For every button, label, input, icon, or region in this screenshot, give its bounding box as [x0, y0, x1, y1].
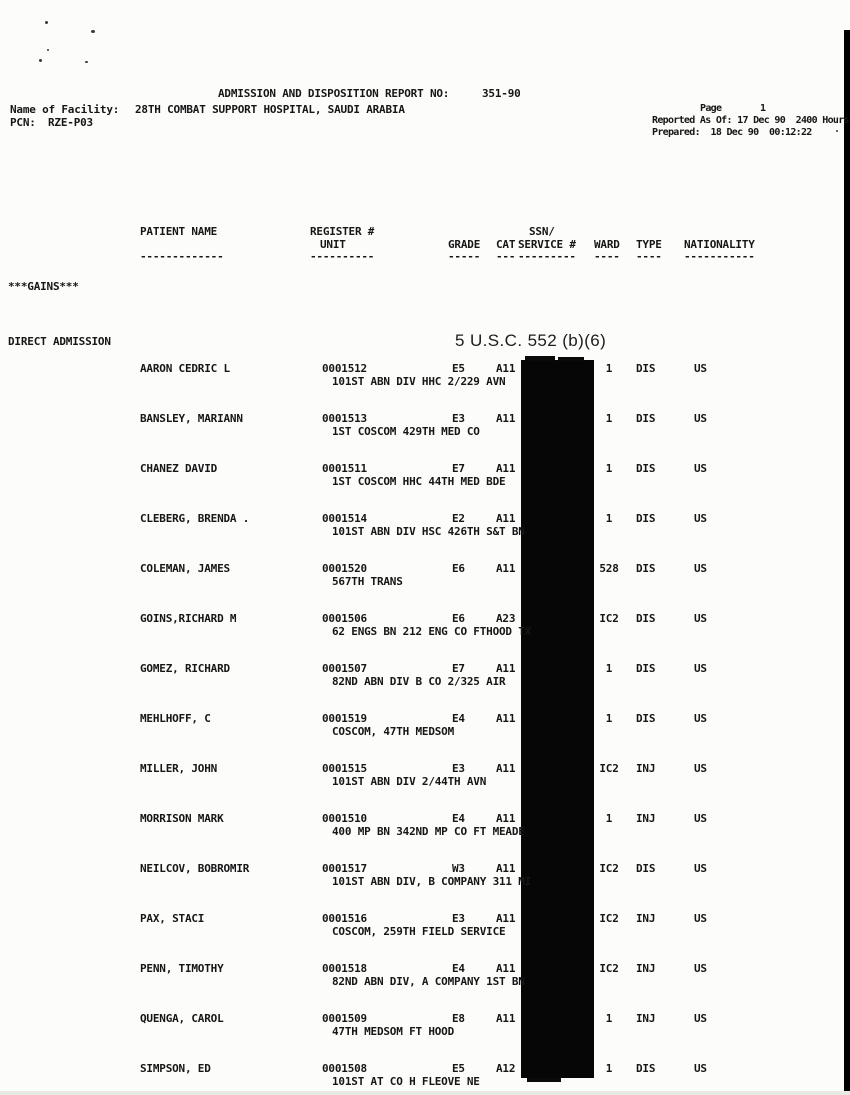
- patient-nationality: US: [694, 412, 707, 425]
- admission-type: DIS: [636, 1062, 656, 1075]
- patient-name: BANSLEY, MARIANN: [140, 412, 243, 425]
- patient-row: [0, 613, 850, 645]
- patient-ward: 1: [605, 1062, 613, 1075]
- patient-cat: A11: [496, 562, 516, 575]
- patient-unit: 101ST ABN DIV, B COMPANY 311 MI: [332, 875, 532, 888]
- patient-cat: A11: [496, 712, 516, 725]
- facility-name: 28TH COMBAT SUPPORT HOSPITAL, SAUDI ARABIA: [135, 103, 405, 116]
- admission-type: INJ: [636, 962, 656, 975]
- patient-grade: E5: [452, 362, 465, 375]
- admission-type: DIS: [636, 612, 656, 625]
- patient-cat: A11: [496, 412, 516, 425]
- patient-row: [0, 1063, 850, 1095]
- patient-row: [0, 863, 850, 895]
- patient-ward: 1: [605, 1012, 613, 1025]
- admission-type: DIS: [636, 562, 656, 575]
- patient-row: [0, 713, 850, 745]
- redaction-edge-artifact: [525, 356, 555, 361]
- pcn-value: RZE-P03: [48, 116, 93, 129]
- patient-ward: IC2: [599, 612, 619, 625]
- patient-grade: E5: [452, 1062, 465, 1075]
- patient-grade: W3: [452, 862, 465, 875]
- patient-ward: 528: [599, 562, 619, 575]
- patient-cat: A11: [496, 962, 516, 975]
- underline-ward: ----: [594, 250, 620, 263]
- patient-row: [0, 413, 850, 445]
- scan-speck: [85, 61, 88, 63]
- underline-patient-name: -------------: [140, 250, 224, 263]
- patient-nationality: US: [694, 812, 707, 825]
- patient-grade: E3: [452, 412, 465, 425]
- patient-ward: IC2: [599, 862, 619, 875]
- patient-unit: 82ND ABN DIV, A COMPANY 1ST BN: [332, 975, 525, 988]
- underline-type: ----: [636, 250, 662, 263]
- admission-type: DIS: [636, 712, 656, 725]
- admission-type: DIS: [636, 462, 656, 475]
- patient-nationality: US: [694, 612, 707, 625]
- register-number: 0001512: [322, 362, 367, 375]
- scan-speck: [39, 59, 42, 62]
- page-number: 1: [760, 103, 766, 114]
- underline-cat: ---: [496, 250, 516, 263]
- patient-row: [0, 763, 850, 795]
- patient-ward: 1: [605, 662, 613, 675]
- underline-service: ---------: [518, 250, 576, 263]
- patient-name: MORRISON MARK: [140, 812, 224, 825]
- patient-nationality: US: [694, 362, 707, 375]
- admission-type: INJ: [636, 812, 656, 825]
- patient-name: AARON CEDRIC L: [140, 362, 230, 375]
- col-header-register: REGISTER #: [310, 225, 375, 238]
- patient-nationality: US: [694, 1062, 707, 1075]
- patient-nationality: US: [694, 712, 707, 725]
- patient-name: CLEBERG, BRENDA .: [140, 512, 250, 525]
- admission-type: DIS: [636, 362, 656, 375]
- patient-name: SIMPSON, ED: [140, 1062, 211, 1075]
- patient-unit: 62 ENGS BN 212 ENG CO FTHOOD TX: [332, 625, 532, 638]
- patient-name: PENN, TIMOTHY: [140, 962, 224, 975]
- patient-cat: A11: [496, 812, 516, 825]
- patient-cat: A11: [496, 662, 516, 675]
- scan-speck: [45, 21, 48, 24]
- register-number: 0001510: [322, 812, 367, 825]
- patient-grade: E7: [452, 462, 465, 475]
- patient-unit: 82ND ABN DIV B CO 2/325 AIR: [332, 675, 506, 688]
- admission-type: INJ: [636, 762, 656, 775]
- patient-grade: E6: [452, 562, 465, 575]
- patient-grade: E3: [452, 912, 465, 925]
- scan-speck: [47, 49, 49, 51]
- patient-grade: E3: [452, 762, 465, 775]
- patient-grade: E2: [452, 512, 465, 525]
- patient-name: CHANEZ DAVID: [140, 462, 218, 475]
- patient-nationality: US: [694, 462, 707, 475]
- patient-name: COLEMAN, JAMES: [140, 562, 230, 575]
- patient-name: NEILCOV, BOBROMIR: [140, 862, 250, 875]
- patient-ward: IC2: [599, 912, 619, 925]
- patient-ward: 1: [605, 712, 613, 725]
- patient-ward: 1: [605, 462, 613, 475]
- admission-type: DIS: [636, 512, 656, 525]
- patient-row: [0, 563, 850, 595]
- underline-nationality: -----------: [684, 250, 755, 263]
- foia-exemption-label: 5 U.S.C. 552 (b)(6): [455, 331, 607, 350]
- register-number: 0001511: [322, 462, 367, 475]
- patient-cat: A12: [496, 1062, 516, 1075]
- page-label: Page: [700, 103, 722, 114]
- patient-unit: COSCOM, 259TH FIELD SERVICE: [332, 925, 506, 938]
- section-gains: ***GAINS***: [8, 280, 79, 293]
- patient-name: PAX, STACI: [140, 912, 205, 925]
- patient-unit: 1ST COSCOM 429TH MED CO: [332, 425, 480, 438]
- admission-type: DIS: [636, 862, 656, 875]
- col-header-nationality: NATIONALITY: [684, 238, 755, 251]
- patient-grade: E6: [452, 612, 465, 625]
- register-number: 0001518: [322, 962, 367, 975]
- underline-register: ----------: [310, 250, 375, 263]
- patient-nationality: US: [694, 562, 707, 575]
- patient-grade: E7: [452, 662, 465, 675]
- patient-unit: 1ST COSCOM HHC 44TH MED BDE: [332, 475, 506, 488]
- admission-type: DIS: [636, 412, 656, 425]
- patient-cat: A11: [496, 912, 516, 925]
- col-header-patient-name: PATIENT NAME: [140, 225, 218, 238]
- col-header-unit: UNIT: [320, 238, 346, 251]
- register-number: 0001516: [322, 912, 367, 925]
- col-header-type: TYPE: [636, 238, 662, 251]
- report-number: 351-90: [482, 87, 521, 100]
- facility-label: Name of Facility:: [10, 103, 120, 116]
- patient-grade: E4: [452, 812, 465, 825]
- patient-unit: 400 MP BN 342ND MP CO FT MEADE: [332, 825, 525, 838]
- admission-type: INJ: [636, 912, 656, 925]
- patient-nationality: US: [694, 1012, 707, 1025]
- patient-cat: A11: [496, 762, 516, 775]
- patient-ward: 1: [605, 812, 613, 825]
- register-number: 0001514: [322, 512, 367, 525]
- register-number: 0001520: [322, 562, 367, 575]
- patient-unit: 101ST AT CO H FLEOVE NE: [332, 1075, 480, 1088]
- register-number: 0001515: [322, 762, 367, 775]
- register-number: 0001506: [322, 612, 367, 625]
- patient-nationality: US: [694, 662, 707, 675]
- patient-row: [0, 913, 850, 945]
- patient-cat: A11: [496, 462, 516, 475]
- report-title: ADMISSION AND DISPOSITION REPORT NO:: [218, 87, 450, 100]
- redaction-edge-artifact: [558, 357, 584, 361]
- patient-row: [0, 663, 850, 695]
- patient-row: [0, 963, 850, 995]
- patient-name: GOMEZ, RICHARD: [140, 662, 230, 675]
- col-header-cat: CAT: [496, 238, 516, 251]
- scan-speck: [836, 130, 838, 132]
- patient-row: [0, 463, 850, 495]
- patient-name: QUENGA, CAROL: [140, 1012, 224, 1025]
- prepared-timestamp: Prepared: 18 Dec 90 00:12:22: [652, 127, 812, 138]
- register-number: 0001508: [322, 1062, 367, 1075]
- patient-grade: E4: [452, 712, 465, 725]
- reported-as-of: Reported As Of: 17 Dec 90 2400 Hours: [652, 115, 849, 126]
- patient-ward: 1: [605, 512, 613, 525]
- patient-nationality: US: [694, 862, 707, 875]
- col-header-ward: WARD: [594, 238, 620, 251]
- patient-nationality: US: [694, 762, 707, 775]
- patient-unit: 47TH MEDSOM FT HOOD: [332, 1025, 455, 1038]
- patient-nationality: US: [694, 512, 707, 525]
- patient-name: MILLER, JOHN: [140, 762, 218, 775]
- patient-cat: A11: [496, 512, 516, 525]
- patient-ward: 1: [605, 412, 613, 425]
- patient-unit: COSCOM, 47TH MEDSOM: [332, 725, 455, 738]
- patient-nationality: US: [694, 912, 707, 925]
- patient-cat: A11: [496, 862, 516, 875]
- register-number: 0001517: [322, 862, 367, 875]
- pcn-label: PCN:: [10, 116, 36, 129]
- patient-unit: 101ST ABN DIV 2/44TH AVN: [332, 775, 487, 788]
- patient-cat: A11: [496, 1012, 516, 1025]
- scan-speck: [91, 30, 95, 33]
- register-number: 0001513: [322, 412, 367, 425]
- section-direct-admission: DIRECT ADMISSION: [8, 335, 111, 348]
- patient-unit: 101ST ABN DIV HSC 426TH S&T BN: [332, 525, 525, 538]
- patient-name: MEHLHOFF, C: [140, 712, 211, 725]
- col-header-ssn-line1: SSN/: [529, 225, 555, 238]
- patient-unit: 567TH TRANS: [332, 575, 403, 588]
- register-number: 0001507: [322, 662, 367, 675]
- patient-grade: E4: [452, 962, 465, 975]
- patient-ward: IC2: [599, 962, 619, 975]
- patient-row: [0, 1013, 850, 1045]
- patient-cat: A23: [496, 612, 516, 625]
- patient-grade: E8: [452, 1012, 465, 1025]
- patient-row: [0, 813, 850, 845]
- patient-row: [0, 363, 850, 395]
- col-header-grade: GRADE: [448, 238, 481, 251]
- patient-ward: IC2: [599, 762, 619, 775]
- underline-grade: -----: [448, 250, 481, 263]
- patient-cat: A11: [496, 362, 516, 375]
- admission-type: INJ: [636, 1012, 656, 1025]
- patient-row: [0, 513, 850, 545]
- col-header-service: SERVICE #: [518, 238, 576, 251]
- patient-name: GOINS,RICHARD M: [140, 612, 237, 625]
- patient-nationality: US: [694, 962, 707, 975]
- patient-ward: 1: [605, 362, 613, 375]
- register-number: 0001509: [322, 1012, 367, 1025]
- admission-type: DIS: [636, 662, 656, 675]
- register-number: 0001519: [322, 712, 367, 725]
- patient-unit: 101ST ABN DIV HHC 2/229 AVN: [332, 375, 506, 388]
